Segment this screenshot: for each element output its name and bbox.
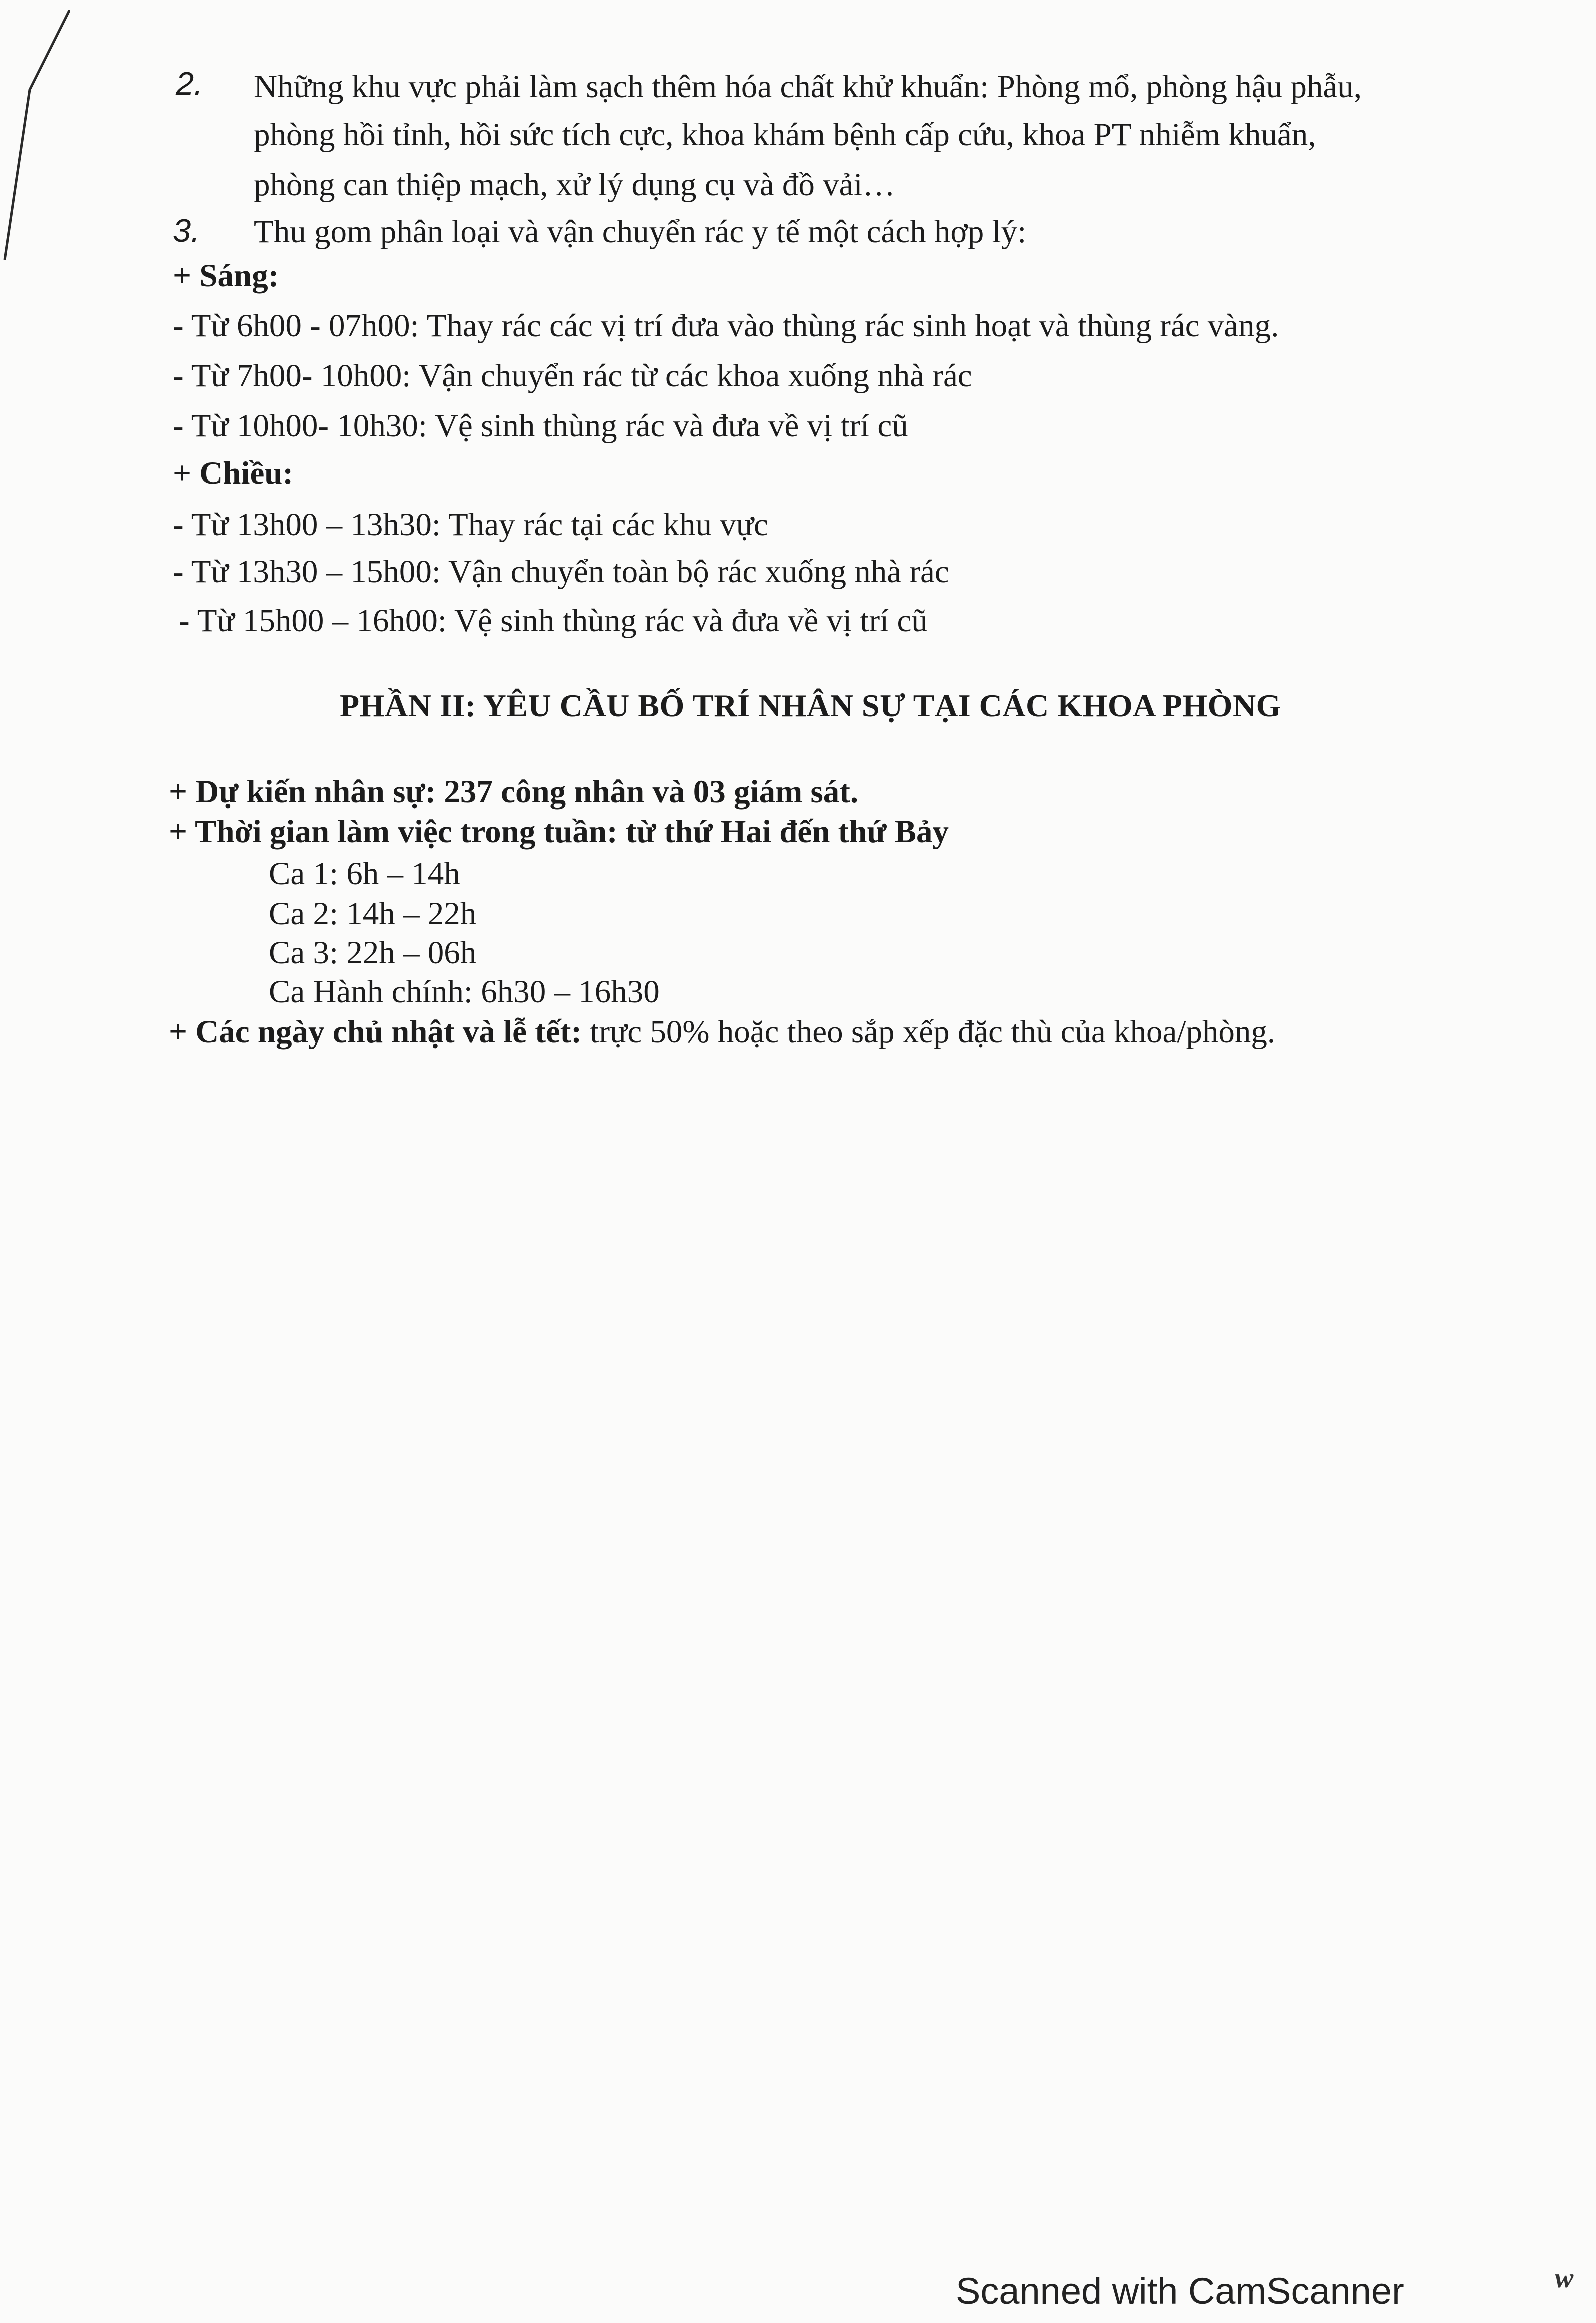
item-2-number: 2. (176, 66, 204, 102)
afternoon-row-2: - Từ 13h30 – 15h00: Vận chuyển toàn bộ rác xuống nhà rác (173, 554, 950, 590)
shift-admin: Ca Hành chính: 6h30 – 16h30 (269, 974, 660, 1010)
morning-row-1: - Từ 6h00 - 07h00: Thay rác các vị trí đưa vào thùng rác sinh hoạt và thùng rác vàng. (173, 308, 1280, 344)
camscanner-watermark: Scanned with CamScanner (956, 2270, 1404, 2312)
afternoon-row-1: - Từ 13h00 – 13h30: Thay rác tại các khu vực (173, 507, 768, 543)
staffing-line: + Dự kiến nhân sự: 237 công nhân và 03 giám sát. (169, 774, 859, 810)
holiday-line (169, 1016, 1276, 1048)
scan-edge-line (0, 10, 70, 270)
item-3-number: 3. (173, 212, 200, 249)
afternoon-row-3: - Từ 15h00 – 16h00: Vệ sinh thùng rác và đưa về vị trí cũ (179, 603, 928, 639)
shift-1: Ca 1: 6h – 14h (269, 856, 460, 892)
morning-row-2: - Từ 7h00- 10h00: Vận chuyển rác từ các khoa xuống nhà rác (173, 358, 972, 394)
item-2-line-2: phòng hồi tỉnh, hồi sức tích cực, khoa khám bệnh cấp cứu, khoa PT nhiễm khuẩn, (254, 117, 1316, 153)
holiday-text: trực 50% hoặc theo sắp xếp đặc thù của khoa/phòng. (582, 1014, 1276, 1050)
item-2-line-3: phòng can thiệp mạch, xử lý dụng cụ và đồ vải… (254, 167, 896, 203)
morning-label: + Sáng: (173, 258, 280, 294)
shift-3: Ca 3: 22h – 06h (269, 935, 477, 971)
afternoon-label: + Chiều: (173, 456, 294, 492)
worktime-line: + Thời gian làm việc trong tuần: từ thứ Hai đến thứ Bảy (169, 814, 950, 850)
section-2-heading: PHẦN II: YÊU CẦU BỐ TRÍ NHÂN SỰ TẠI CÁC KHOA PHÒNG (340, 688, 1282, 724)
item-2-line-1: Những khu vực phải làm sạch thêm hóa chất khử khuẩn: Phòng mổ, phòng hậu phẫu, (254, 69, 1362, 105)
shift-2: Ca 2: 14h – 22h (269, 896, 477, 932)
item-3-line-1: Thu gom phân loại và vận chuyển rác y tế một cách hợp lý: (254, 214, 1027, 250)
morning-row-3: - Từ 10h00- 10h30: Vệ sinh thùng rác và đưa về vị trí cũ (173, 408, 908, 444)
corner-mark: w (1555, 2263, 1574, 2294)
holiday-label: + Các ngày chủ nhật và lễ tết: (169, 1014, 582, 1050)
